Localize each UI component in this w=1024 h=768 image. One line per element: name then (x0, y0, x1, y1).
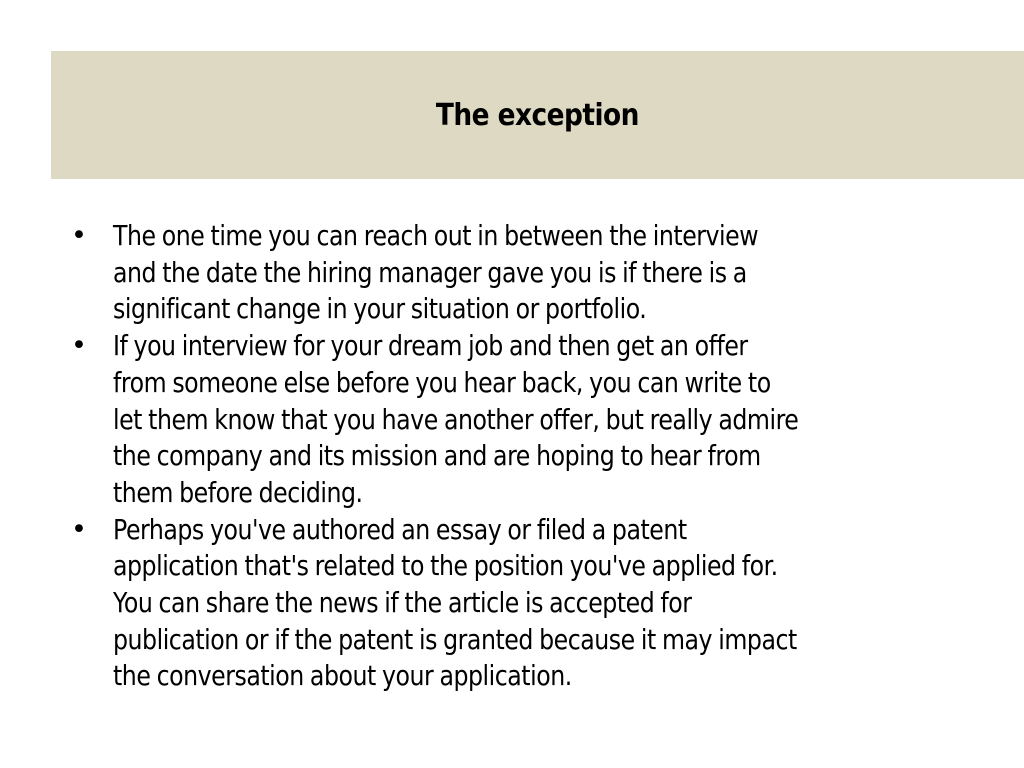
bullet-item-1 (71, 218, 971, 328)
bullet-line: You can share the news if the article is accepted for (113, 587, 692, 620)
bullet-line: and the date the hiring manager gave you is if there is a (113, 256, 747, 289)
bullet-dot-icon: • (71, 330, 87, 362)
bullet-list (71, 218, 971, 695)
bullet-line: If you interview for your dream job and then get an offer (113, 330, 748, 363)
bullet-text (113, 512, 982, 696)
bullet-line: publication or if the patent is granted because it may impact (113, 623, 797, 656)
bullet-item-2 (71, 328, 971, 512)
bullet-line: application that's related to the position you've applied for. (113, 550, 778, 583)
bullet-line: from someone else before you hear back, you can write to (113, 366, 771, 399)
bullet-line: Perhaps you've authored an essay or filed a patent (113, 513, 687, 546)
bullet-line: The one time you can reach out in between the interview (113, 220, 759, 252)
bullet-text (113, 218, 982, 328)
bullet-line: significant change in your situation or portfolio. (113, 293, 647, 326)
slide-title: The exception (435, 97, 640, 133)
bullet-line: the conversation about your application. (113, 660, 572, 693)
bullet-line: let them know that you have another offer, but really admire (113, 403, 799, 436)
title-band (51, 51, 1024, 179)
bullet-item-3 (71, 512, 971, 696)
bullet-line: the company and its mission and are hoping to hear from (113, 440, 761, 473)
bullet-dot-icon: • (71, 220, 87, 251)
bullet-line: them before deciding. (113, 476, 363, 509)
bullet-dot-icon: • (71, 513, 87, 545)
bullet-text (113, 328, 982, 512)
